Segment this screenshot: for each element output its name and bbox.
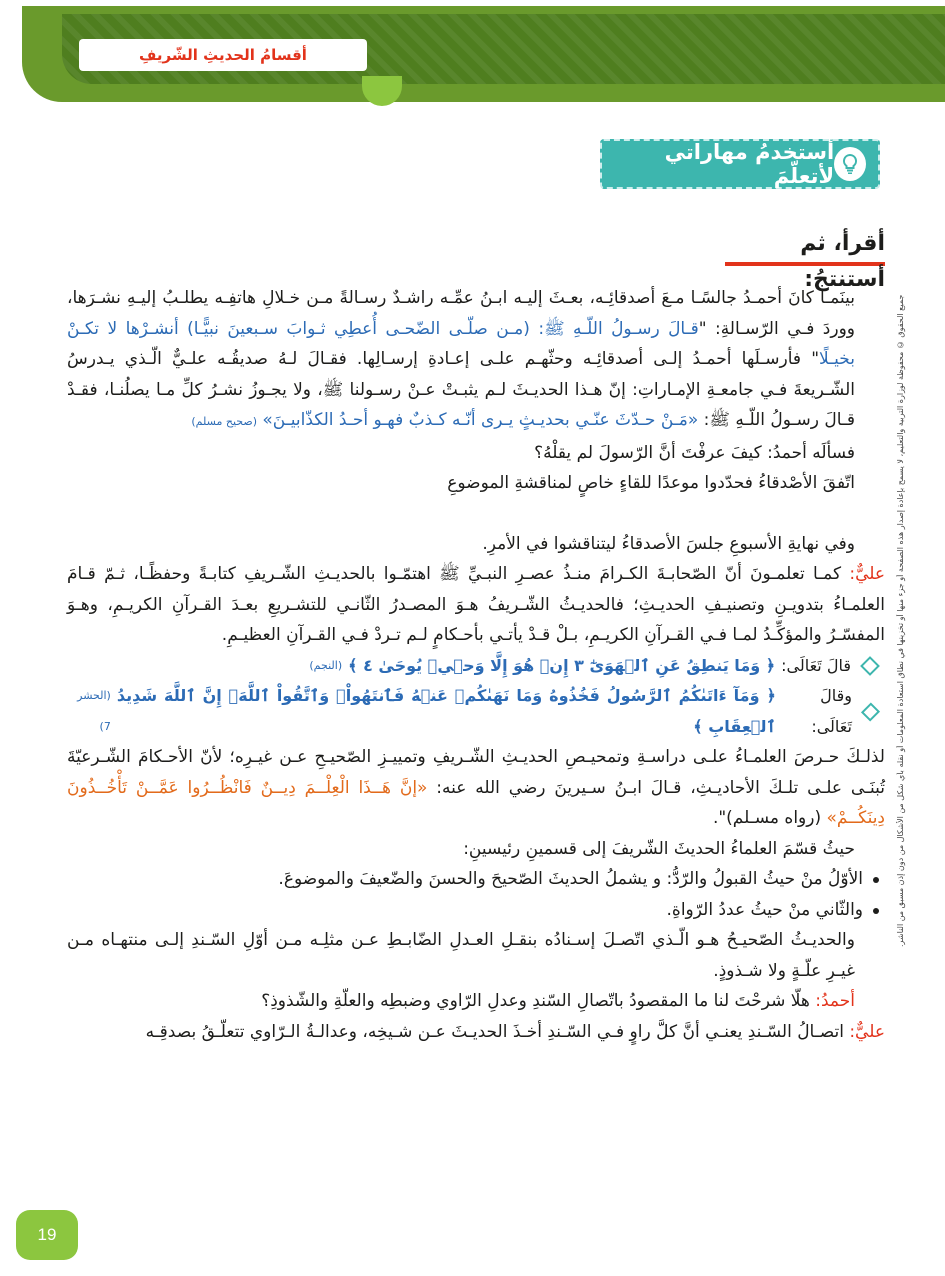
forwarded-message-quote: قـالَ رسـولُ اللّـهِ ﷺ: (مـن صلّـى الضّحـى أُعطِي ثـوابَ سـبعينَ نبيًّـا) أنشـرْها لا تكـنْ بخيـلًا: [67, 318, 855, 369]
friends-agree: اتّفقَ الأصْدقاءُ فحدّدوا موعدًا للقاءٍ خاصٍ لمناقشةِ الموضوعِ: [447, 473, 855, 493]
diamond-bullet-icon: [860, 656, 880, 676]
verse-text: ﴿ وَمَآ ءَاتَىٰكُمُ ٱلرَّسُولُ فَخُذُوهُ وَمَا نَهَىٰكُمۡ عَنۡهُ فَٱنتَهُواْۚ وَٱتَّقُواْ ٱللَّهَۖ إِنَّ ٱللَّهَ شَدِيدُ ٱلۡعِقَابِ ﴾: [116, 686, 776, 736]
paragraph-gap: [67, 499, 885, 529]
verse-reference: (النجم): [309, 658, 343, 672]
copyright-note: جميع الحقوق © محفوظة لوزارة التربية والتعليم، لا يسمح بإعادة إصدار هذه الصفحة أو جزء منها أو تخزينها في نطاق استعادة المعلومات أو نقله بأي شكل من الأشكال من دون إذن مسبق من الناشر.: [896, 295, 905, 948]
header-banner-curl: [362, 76, 402, 106]
hadith-reference: (صحيح مسلم): [191, 415, 257, 428]
verse-line: [67, 651, 885, 682]
scholars-text: لذلـكَ حـرصَ العلمـاءُ علـى دراسـةِ وتمحيـصِ الحديـثِ الشّـريفِ وتمييـزِ الصّحيـحِ عـن غيـرِه؛ لأنّ الأحـكامَ الشّـرعيّةَ تُبنَـى علـى تلـكَ الأحاديـثِ، قـالَ ابـنُ سـيرينَ رضي الله عنه:: [67, 747, 885, 798]
week-end-meeting: وفي نهايةِ الأسبوعِ جلسَ الأصدقاءُ ليتناقشوا في الأمرِ.: [482, 533, 855, 554]
skills-badge-label: أستخدمُ مهاراتي لأتعلّمَ: [664, 140, 835, 188]
verse-text: ﴿ وَمَا يَنطِقُ عَنِ ٱلۡهَوَىٰٓ ٣ إِنۡ هُوَ إِلَّا وَحۡيٞ يُوحَىٰ ٤ ﴾: [348, 655, 776, 675]
hadith-quote: «مَـنْ حـدّثَ عنّـي بحديـثٍ يـرى أنّـه كـذبٌ فهـو أحـدُ الكذّابيـنَ»: [262, 410, 699, 430]
ali-answer: [67, 1017, 885, 1048]
story-paragraph: [67, 283, 885, 438]
header-banner: [22, 6, 945, 102]
skills-badge: [600, 139, 880, 189]
verse-intro: وقالَ تَعَالَى:: [811, 686, 852, 736]
ibn-sirin-quote: «إنَّ هَــذَا الْعِلْــمَ دِيــنٌ فَانْظُــرُوا عَمَّــنْ تَأْخُــذُونَ دِينَكُــمْ»: [67, 777, 885, 828]
story-text-continued: " فأرسـلَها أحمـدُ إلـى أصدقائِـه وحثّهـم علـى إعـادةِ إرسـالِها. فقـالَ لـهُ صديقُـه علـيٌّ الّـذي يـدرسُ الشّـريعةَ فـي جامعـةِ الإمـاراتِ: إنّ هـذا الحديـثَ لـم يثبـتْ عـنْ رسـولنا ﷺ، ولا يجـوزُ نشـرُ كلِّ مـا يصلُنـا، فقـدْ قـالَ رسـولُ اللّـهِ ﷺ:: [67, 349, 855, 430]
section-heading: أقرأ، ثم أستنتجُ:: [725, 226, 885, 266]
scholars-paragraph: [67, 742, 885, 834]
ahmad-question: فسألَه أحمدُ: كيفَ عرفْتَ أنَّ الرّسولَ لم يقلْهُ؟: [534, 442, 855, 463]
ahmad-question-text: هلّا شرحْتَ لنا ما المقصودُ باتّصالِ السّندِ وعدلِ الرّاوي وضبطِه والعلّةِ والشّذوذِ؟: [261, 991, 810, 1011]
verse-reference: (الحشر 7): [77, 689, 111, 733]
lightbulb-icon: [834, 147, 866, 181]
speaker-ahmad: أحمدُ:: [815, 991, 855, 1011]
sahih-definition: والحديـثُ الصّحيـحُ هـو الّـذي اتّصـلَ إسـنادُه بنقـلِ العـدلِ الضّابـطِ عـن مثلِـه مـن أوّلِ السّـندِ إلـى منتهـاه مـن غيـرِ علّـةٍ ولا شـذوذٍ.: [67, 930, 855, 981]
ali-explanation: [67, 559, 885, 651]
ibn-sirin-reference: (رواه مسـلم)".: [712, 808, 822, 828]
speaker-ali: عليٌّ:: [849, 1021, 885, 1042]
chapter-title-box: [79, 39, 367, 71]
chapter-title: أقسامُ الحديثِ الشّريفِ: [139, 46, 307, 64]
ahmad-question-2: [67, 986, 885, 1017]
speaker-ali: عليٌّ:: [849, 564, 886, 584]
verse-line: [67, 681, 885, 742]
division-bullet: والثّاني منْ حيثُ عددُ الرّواةِ.: [67, 895, 885, 926]
division-intro: حيثُ قسّمَ العلماءُ الحديثَ الشّريفَ إلى قسمينِ رئيسينِ:: [463, 838, 855, 859]
page-number: 19: [16, 1210, 78, 1260]
division-bullet: الأوّلُ منْ حيثُ القبولُ والرّدُّ: و يشملُ الحديثَ الصّحيحَ والحسنَ والضّعيفَ والموضوعَ.: [67, 864, 885, 895]
lesson-content: [67, 283, 885, 1047]
ali-explanation-text: كمـا تعلمـونَ أنّ الصّحابـةَ الكـرامَ منـذُ عصـرِ النبـيِّ ﷺ اهتمّـوا بالحديـثِ الشّـريفِ كتابـةً وحفظًـا، ثـمّ قـامَ العلمـاءُ بتدويـنِ وتصنيـفِ الحديـثِ؛ فالحديـثُ الشّـريفُ هـوَ المصـدرُ الثّانـي للتشـريعِ بعـدَ القـرآنِ الكريـمِ، وهـوَ المفسّـرُ والمؤكِّـدُ لمـا فـي القـرآنِ الكريـمِ، بـلْ قـدْ يأتـي بأحـكامٍ لـم تـردْ فـي القـرآنِ العظيـمِ.: [67, 564, 885, 645]
diamond-bullet-icon: [861, 702, 880, 721]
story-text: بينَمـا كانَ أحمـدُ جالسًـا مـعَ أصدقائِـه، بعـثَ إليـه ابـنُ عمِّـه راشـدٌ رسـالةً مـن خـلالِ هاتفِـه يطلـبُ إليـهِ نشـرَها، ووردَ فـي الرّسـالةِ: ": [67, 288, 855, 339]
verse-intro: قالَ تَعَالَى:: [781, 655, 851, 675]
ali-answer-text: اتصـالُ السّـندِ يعنـي أنَّ كلَّ راوٍ فـي السّـندِ أخـذَ الحديـثَ عـن شـيخِه، وعدالـةُ الـرّاوي تتعلّـقُ بصدقِـه: [145, 1021, 844, 1042]
